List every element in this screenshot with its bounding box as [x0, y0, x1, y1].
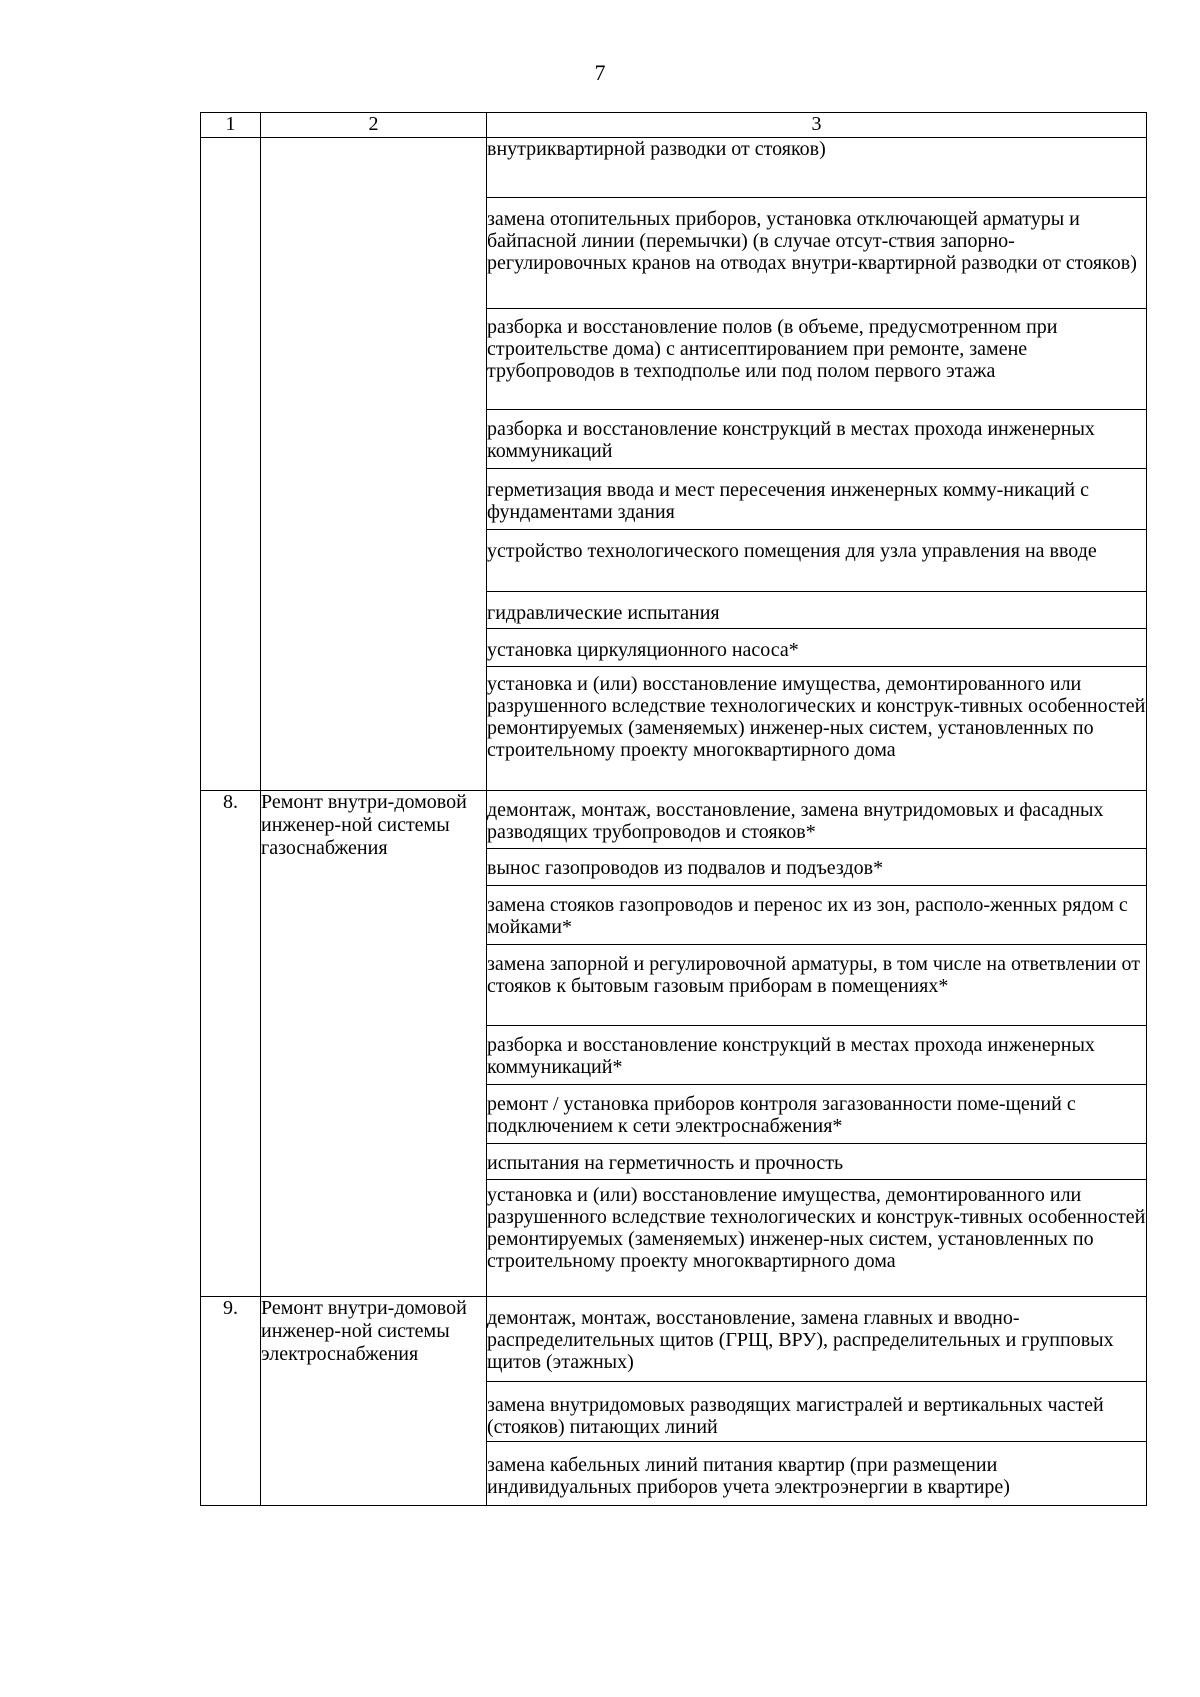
work-cell: установка и (или) восстановление имущества, демонтированного или разрушенного вследствие технологических и конструк-тивных особенностей ремонтируемых (заменяемых) инженер-ных систем, установленных по строительному проекту многоквартирного дома — [487, 1180, 1147, 1297]
column-header: 3 — [487, 113, 1147, 138]
work-cell: замена внутридомовых разводящих магистралей и вертикальных частей (стояков) питающих линий — [487, 1382, 1147, 1442]
number-cell — [201, 138, 261, 791]
works-table — [200, 112, 1147, 1506]
work-cell: разборка и восстановление конструкций в местах прохода инженерных коммуникаций — [487, 410, 1147, 469]
work-cell: замена кабельных линий питания квартир (при размещении индивидуальных приборов учета электроэнергии в квартире) — [487, 1442, 1147, 1506]
work-cell: устройство технологического помещения для узла управления на вводе — [487, 530, 1147, 592]
table-header-row — [201, 113, 1147, 138]
work-cell: гидравлические испытания — [487, 592, 1147, 629]
work-cell: разборка и восстановление полов (в объеме, предусмотренном при строительстве дома) с антисептированием при ремонте, замене трубопроводов в техподполье или под полом первого этажа — [487, 309, 1147, 410]
page-number: 7 — [594, 60, 606, 85]
column-header: 1 — [201, 113, 261, 138]
work-cell: замена запорной и регулировочной арматуры, в том числе на ответвлении от стояков к бытовым газовым приборам в помещениях* — [487, 945, 1147, 1026]
work-cell: установка и (или) восстановление имущества, демонтированного или разрушенного вследствие технологических и конструк-тивных особенностей ремонтируемых (заменяемых) инженер-ных систем, установленных по строительному проекту многоквартирного дома — [487, 667, 1147, 791]
table-row — [201, 1297, 1147, 1382]
work-cell: вынос газопроводов из подвалов и подъездов* — [487, 849, 1147, 886]
table-row — [201, 791, 1147, 849]
work-cell: внутриквартирной разводки от стояков) — [487, 138, 1147, 198]
work-cell: герметизация ввода и мест пересечения инженерных комму-никаций с фундаментами здания — [487, 469, 1147, 530]
work-cell: демонтаж, монтаж, восстановление, замена главных и вводно-распределительных щитов (ГРЩ, ВРУ), распределительных и групповых щитов (этажных) — [487, 1297, 1147, 1382]
work-cell: установка циркуляционного насоса* — [487, 629, 1147, 667]
section-name: Ремонт внутри-домовой инженер-ной системы электроснабжения — [261, 1297, 487, 1506]
work-cell: замена отопительных приборов, установка отключающей арматуры и байпасной линии (перемычки) (в случае отсут-ствия запорно-регулировочных кранов на отводах внутри-квартирной разводки от стояков) — [487, 198, 1147, 309]
section-name: Ремонт внутри-домовой инженер-ной системы газоснабжения — [261, 791, 487, 1297]
work-cell: ремонт / установка приборов контроля загазованности поме-щений с подключением к сети электроснабжения* — [487, 1085, 1147, 1144]
work-cell: демонтаж, монтаж, восстановление, замена внутридомовых и фасадных разводящих трубопроводов и стояков* — [487, 791, 1147, 849]
section-number: 9. — [201, 1297, 261, 1506]
table-row — [201, 138, 1147, 198]
section-number: 8. — [201, 791, 261, 1297]
work-cell: испытания на герметичность и прочность — [487, 1144, 1147, 1180]
column-header: 2 — [261, 113, 487, 138]
name-cell — [261, 138, 487, 791]
work-cell: замена стояков газопроводов и перенос их из зон, располо-женных рядом с мойками* — [487, 886, 1147, 945]
work-cell: разборка и восстановление конструкций в местах прохода инженерных коммуникаций* — [487, 1026, 1147, 1085]
